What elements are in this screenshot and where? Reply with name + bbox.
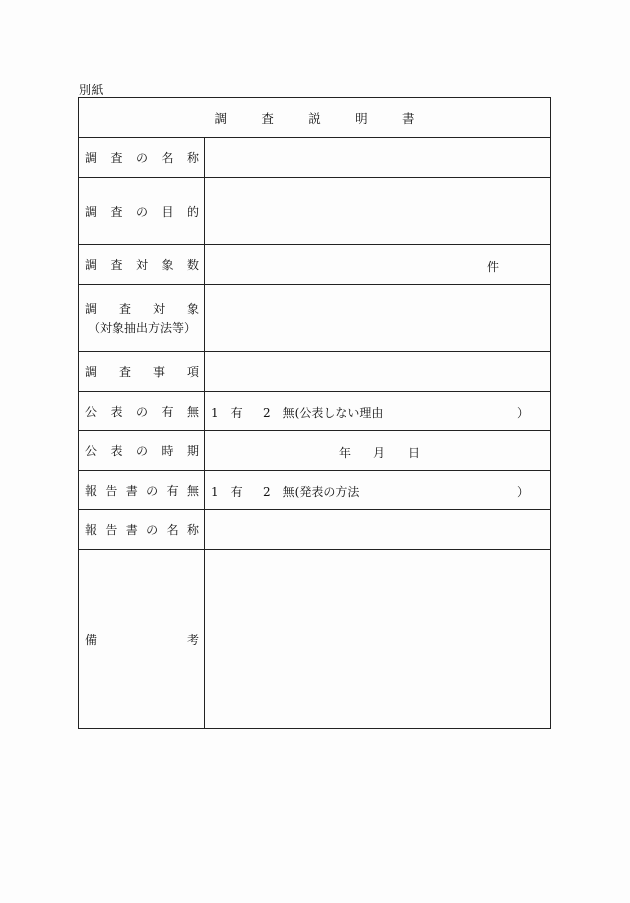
publication-option-no[interactable]: 2 無(公表しない理由 xyxy=(263,406,384,420)
label-char: 有 xyxy=(161,404,174,419)
label-char: 期 xyxy=(186,444,199,458)
label-char: 的 xyxy=(186,204,199,219)
label-survey-name xyxy=(79,138,205,177)
label-char: 告 xyxy=(105,523,118,537)
label-char: 称 xyxy=(186,523,199,537)
date-month: 月 xyxy=(373,446,386,460)
label-char: 調 xyxy=(85,204,98,219)
label-char: の xyxy=(135,151,148,165)
title-char: 明 xyxy=(355,110,368,126)
label-char: 公 xyxy=(85,444,98,458)
label-survey-items xyxy=(79,352,205,391)
label-char: 目 xyxy=(161,204,174,219)
survey-items-field[interactable] xyxy=(205,352,550,391)
label-char: 表 xyxy=(110,404,123,419)
row-report-name xyxy=(79,510,550,550)
survey-count-field[interactable] xyxy=(205,245,550,284)
label-char: 有 xyxy=(166,483,179,498)
label-char: 公 xyxy=(85,404,98,419)
report-option-yes[interactable]: 1 有 xyxy=(211,485,243,499)
publication-option-yes[interactable]: 1 有 xyxy=(211,406,243,420)
row-survey-items xyxy=(79,352,550,392)
label-text xyxy=(85,256,199,273)
survey-purpose-field[interactable] xyxy=(205,178,550,244)
survey-target-field[interactable] xyxy=(205,285,550,351)
label-text xyxy=(85,631,199,648)
row-survey-name xyxy=(79,138,550,178)
form-title-text xyxy=(215,109,415,127)
row-survey-target xyxy=(79,285,550,352)
label-char: 査 xyxy=(118,365,131,379)
title-char: 調 xyxy=(214,110,228,126)
label-publication xyxy=(79,392,205,430)
label-char: 査 xyxy=(110,204,123,219)
title-char: 査 xyxy=(261,110,274,126)
label-text xyxy=(85,149,199,166)
label-text xyxy=(85,403,199,420)
label-char: 数 xyxy=(186,258,199,272)
survey-name-field[interactable] xyxy=(205,138,550,177)
label-char: 項 xyxy=(186,365,199,379)
report-option-no[interactable]: 2 無(発表の方法 xyxy=(263,485,360,499)
label-char: の xyxy=(146,483,159,498)
label-char: 書 xyxy=(125,523,138,537)
report-field xyxy=(205,471,550,509)
label-char: の xyxy=(135,404,148,419)
label-text xyxy=(85,203,199,220)
label-char: 事 xyxy=(152,365,165,379)
report-name-field[interactable] xyxy=(205,510,550,549)
count-unit: 件 xyxy=(487,260,500,274)
form-title xyxy=(79,98,550,138)
label-char: の xyxy=(146,523,159,537)
label-text xyxy=(85,442,199,459)
label-char: 調 xyxy=(85,258,98,272)
label-char: 無 xyxy=(186,483,199,498)
label-char: 調 xyxy=(85,302,98,316)
remarks-field[interactable] xyxy=(205,550,550,728)
label-survey-count xyxy=(79,245,205,284)
label-char: 告 xyxy=(105,483,118,498)
label-char: 査 xyxy=(110,258,123,272)
label-text xyxy=(85,363,199,380)
label-char: 査 xyxy=(118,302,131,316)
row-survey-count xyxy=(79,245,550,285)
label-text xyxy=(85,300,199,317)
label-char: 対 xyxy=(135,258,148,272)
label-report-name xyxy=(79,510,205,549)
label-char: 時 xyxy=(161,444,174,458)
row-publication-date xyxy=(79,431,550,471)
label-char: 報 xyxy=(85,523,98,537)
date-day: 日 xyxy=(408,446,421,460)
page-label: 別紙 xyxy=(79,83,105,97)
label-char: 報 xyxy=(85,483,98,498)
label-char: 称 xyxy=(186,151,199,165)
label-text xyxy=(85,482,199,499)
label-publication-date xyxy=(79,431,205,470)
date-year: 年 xyxy=(339,446,352,460)
label-char: 象 xyxy=(161,258,174,272)
label-char: 名 xyxy=(166,523,179,537)
label-report xyxy=(79,471,205,509)
label-char: 調 xyxy=(85,151,98,165)
label-char: の xyxy=(135,444,148,458)
label-survey-target xyxy=(79,285,205,351)
publication-close-paren: ） xyxy=(517,406,530,420)
label-char: 調 xyxy=(85,365,98,379)
label-char: 査 xyxy=(110,151,123,165)
label-char: 対 xyxy=(152,302,165,316)
row-survey-purpose xyxy=(79,178,550,245)
label-text xyxy=(85,521,199,538)
label-char: の xyxy=(135,204,148,219)
label-char: 備 xyxy=(85,632,98,647)
title-char: 書 xyxy=(401,110,415,126)
label-char: 表 xyxy=(110,444,123,458)
label-char: 考 xyxy=(186,632,199,647)
publication-date-field[interactable] xyxy=(205,431,550,470)
label-char: 象 xyxy=(186,302,199,316)
label-sub-text: （対象抽出方法等） xyxy=(87,321,196,335)
label-char: 書 xyxy=(125,483,138,498)
label-char: 名 xyxy=(161,151,174,165)
label-remarks xyxy=(79,550,205,728)
survey-explanation-form xyxy=(78,97,551,729)
row-remarks xyxy=(79,550,550,728)
publication-field xyxy=(205,392,550,430)
title-char: 説 xyxy=(308,110,321,126)
label-char: 無 xyxy=(186,404,199,419)
row-publication xyxy=(79,392,550,431)
row-report xyxy=(79,471,550,510)
report-close-paren: ） xyxy=(517,485,530,499)
label-survey-purpose xyxy=(79,178,205,244)
